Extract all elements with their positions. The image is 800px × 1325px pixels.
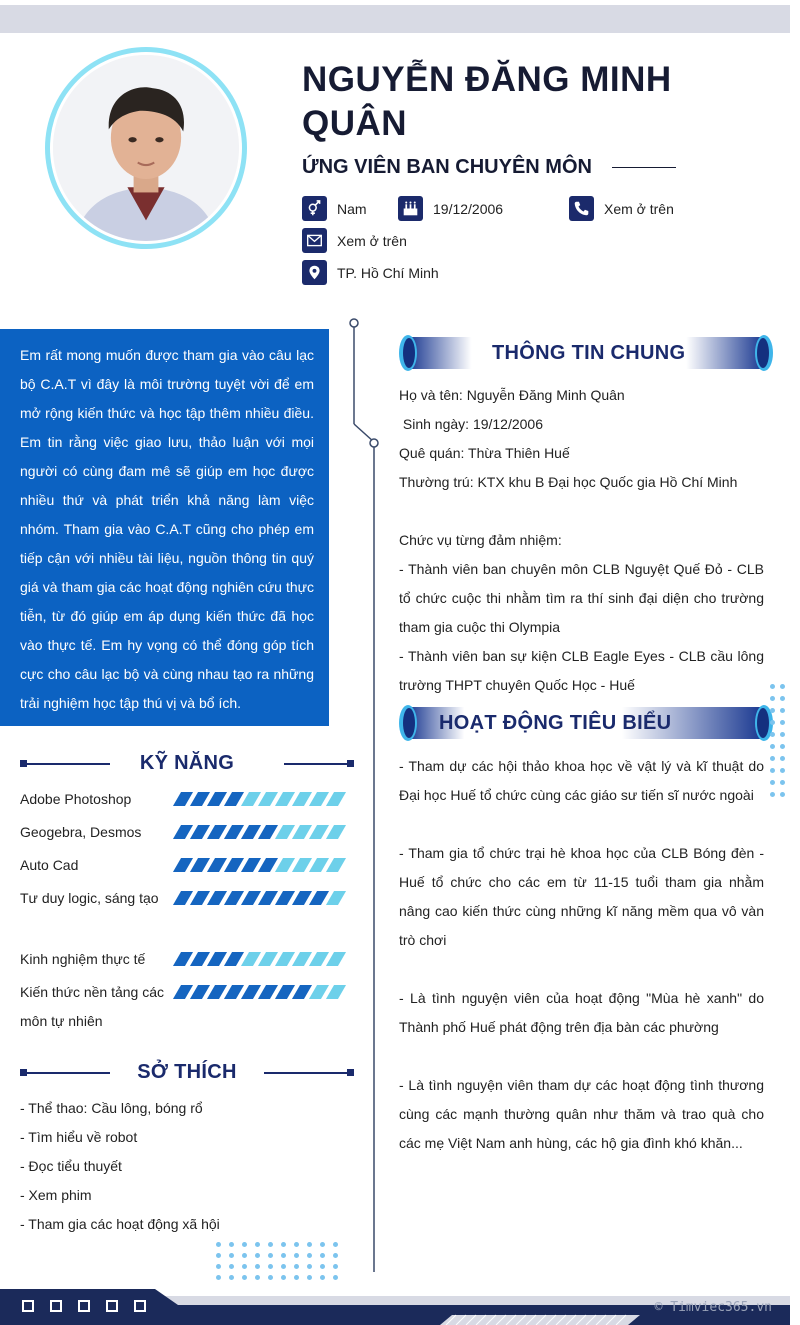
decor-dot <box>307 1275 312 1280</box>
decor-dot <box>770 720 775 725</box>
skill-label: Auto Cad <box>20 857 79 873</box>
skill-level-segment <box>326 858 346 872</box>
position-title: ỨNG VIÊN BAN CHUYÊN MÔN <box>302 155 592 178</box>
decor-dot <box>242 1264 247 1269</box>
decor-dot <box>229 1242 234 1247</box>
skill-level-bar <box>177 825 347 839</box>
roles-title: Chức vụ từng đảm nhiệm: <box>399 532 562 548</box>
decor-dot <box>294 1264 299 1269</box>
address-value: TP. Hồ Chí Minh <box>337 264 439 281</box>
general-info <box>399 381 764 700</box>
decor-dot <box>780 696 785 701</box>
gender-value: Nam <box>337 200 367 217</box>
decor-dot <box>780 732 785 737</box>
skill-label: Kinh nghiệm thực tế <box>20 951 146 967</box>
decor-dot <box>307 1264 312 1269</box>
decor-dot <box>242 1275 247 1280</box>
decor-dot <box>770 756 775 761</box>
skill-label: Kiến thức nền tảng các môn tự nhiên <box>20 984 165 1029</box>
decor-dot <box>780 720 785 725</box>
role-item: - Thành viên ban chuyên môn CLB Nguyệt Quế Đỏ - CLB tổ chức cuộc thi nhằm tìm ra thí sinh đại diện cho trường tham gia cuộc thi Olympia <box>399 561 764 635</box>
decor-dot <box>307 1242 312 1247</box>
decor-dot <box>780 780 785 785</box>
activities-list <box>399 752 764 1158</box>
skill-level-bar <box>177 985 347 999</box>
decor-dot <box>780 756 785 761</box>
birthday-value: 19/12/2006 <box>433 200 504 217</box>
decor-dot <box>333 1242 338 1247</box>
decor-dot <box>229 1264 234 1269</box>
decor-dot <box>281 1253 286 1258</box>
skill-level-bar <box>177 891 347 905</box>
hobby-item: - Xem phim <box>20 1187 92 1203</box>
skills-header <box>20 748 354 778</box>
decor-dot <box>255 1253 260 1258</box>
decor-dot <box>268 1253 273 1258</box>
skill-label: Geogebra, Desmos <box>20 824 142 840</box>
decor-dot <box>780 768 785 773</box>
info-line: Sinh ngày: 19/12/2006 <box>399 416 544 432</box>
candidate-name: NGUYỄN ĐĂNG MINH QUÂN <box>302 60 672 143</box>
watermark: © Timviec365.vn <box>654 1300 772 1315</box>
decor-dot <box>216 1242 221 1247</box>
decor-dot <box>268 1264 273 1269</box>
decor-dot <box>294 1275 299 1280</box>
decor-dot <box>333 1275 338 1280</box>
decor-dot <box>770 708 775 713</box>
info-line: Thường trú: KTX khu B Đại học Quốc gia Hồ Chí Minh <box>399 474 738 490</box>
general-info-title: THÔNG TIN CHUNG <box>492 341 686 364</box>
decor-dot <box>770 684 775 689</box>
skill-level-segment <box>326 952 346 966</box>
activity-item: - Là tình nguyện viên tham dự các hoạt động tình thương cùng các mạnh thường quân như thăm và trao quà cho các mẹ Việt Nam anh hùng, các hộ gia đình khó khăn... <box>399 1077 764 1151</box>
hobby-item: - Đọc tiểu thuyết <box>20 1158 122 1174</box>
skill-level-segment <box>326 985 346 999</box>
skill-label: Tư duy logic, sáng tạo <box>20 890 159 906</box>
decor-dot <box>770 696 775 701</box>
footer-squares <box>22 1300 162 1312</box>
decor-dot <box>294 1253 299 1258</box>
role-item: - Thành viên ban sự kiện CLB Eagle Eyes - CLB cầu lông trường THPT chuyên Quốc Học - Huế <box>399 648 764 693</box>
decor-dot <box>255 1275 260 1280</box>
decor-dot <box>229 1275 234 1280</box>
decor-dot <box>780 684 785 689</box>
decor-dot <box>320 1242 325 1247</box>
activity-item: - Tham dự các hội thảo khoa học về vật lý và kĩ thuật do Đại học Huế tổ chức cùng các giáo sư tiến sĩ nước ngoài <box>399 758 764 803</box>
decor-dot <box>770 768 775 773</box>
decor-dot <box>320 1253 325 1258</box>
intro-text: Em rất mong muốn được tham gia vào câu lạc bộ C.A.T vì đây là môi trường tuyệt vời để em mở rộng kiến thức và học tập thêm nhiều điều. Em tin rằng việc giao lưu, thảo luận với mọi người có cùng đam mê sẽ giúp em học được nhiều thứ và phát triển khả năng làm việc nhóm. Tham gia vào C.A.T cũng cho phép em tiếp cận với nhiều tài liệu, nguồn thông tin quý giá và tham gia các hoạt động nghiên cứu thực tiễn, từ đó giúp em áp dụng kiến thức đã học vào thực tế. Em hy vọng có thể đóng góp tích cực cho câu lạc bộ và cùng nhau tạo ra những trải nghiệm học tập thú vị và bổ ích. <box>0 329 329 726</box>
decor-dot <box>780 792 785 797</box>
skill-level-bar <box>177 952 347 966</box>
info-line: Quê quán: Thừa Thiên Huế <box>399 445 570 461</box>
decor-dot <box>216 1275 221 1280</box>
email-value: Xem ở trên <box>337 232 407 249</box>
decor-dot <box>770 780 775 785</box>
hobby-item: - Thể thao: Cầu lông, bóng rổ <box>20 1100 203 1116</box>
decor-dot <box>281 1275 286 1280</box>
decor-dot <box>281 1242 286 1247</box>
decor-dot <box>320 1264 325 1269</box>
skill-level-bar <box>177 792 347 806</box>
decor-dot <box>268 1242 273 1247</box>
info-line: Họ và tên: Nguyễn Đăng Minh Quân <box>399 387 625 403</box>
decor-dot <box>770 744 775 749</box>
decor-dot <box>281 1264 286 1269</box>
activities-ribbon <box>399 705 773 741</box>
decor-dot <box>242 1242 247 1247</box>
skill-level-segment <box>326 891 346 905</box>
hobbies-list <box>20 1094 220 1239</box>
decor-dot <box>268 1275 273 1280</box>
hobbies-header <box>20 1057 354 1087</box>
decor-dot <box>333 1264 338 1269</box>
decor-dot <box>255 1264 260 1269</box>
general-info-ribbon <box>399 335 773 371</box>
decor-dot <box>780 744 785 749</box>
decor-dot <box>216 1253 221 1258</box>
decor-dot <box>307 1253 312 1258</box>
decor-dot <box>770 732 775 737</box>
skill-level-segment <box>326 792 346 806</box>
activity-item: - Là tình nguyện viên của hoạt động "Mùa hè xanh" do Thành phố Huế phát động trên địa bàn các phường <box>399 990 764 1035</box>
hobby-item: - Tham gia các hoạt động xã hội <box>20 1216 220 1232</box>
skills-title: KỸ NĂNG <box>139 751 235 774</box>
activity-item: - Tham gia tổ chức trại hè khoa học của CLB Bóng đèn - Huế tổ chức cho các em từ 11-15 tuổi tham gia nhằm nâng cao kiến thức cùng những kĩ năng mềm qua vô vàn trò chơi <box>399 845 764 948</box>
decor-dot <box>333 1253 338 1258</box>
decor-dot <box>294 1242 299 1247</box>
phone-value: Xem ở trên <box>604 200 674 217</box>
decor-dot <box>770 792 775 797</box>
activities-title: HOẠT ĐỘNG TIÊU BIỂU <box>439 711 672 734</box>
decor-dot <box>229 1253 234 1258</box>
decor-dot <box>320 1275 325 1280</box>
skill-level-bar <box>177 858 347 872</box>
decor-dot <box>242 1253 247 1258</box>
skill-label: Adobe Photoshop <box>20 791 132 807</box>
skill-level-segment <box>326 825 346 839</box>
decor-dot <box>780 708 785 713</box>
decor-dot <box>255 1242 260 1247</box>
decor-dot <box>216 1264 221 1269</box>
hobbies-title: SỞ THÍCH <box>137 1060 237 1083</box>
hobby-item: - Tìm hiểu về robot <box>20 1129 138 1145</box>
